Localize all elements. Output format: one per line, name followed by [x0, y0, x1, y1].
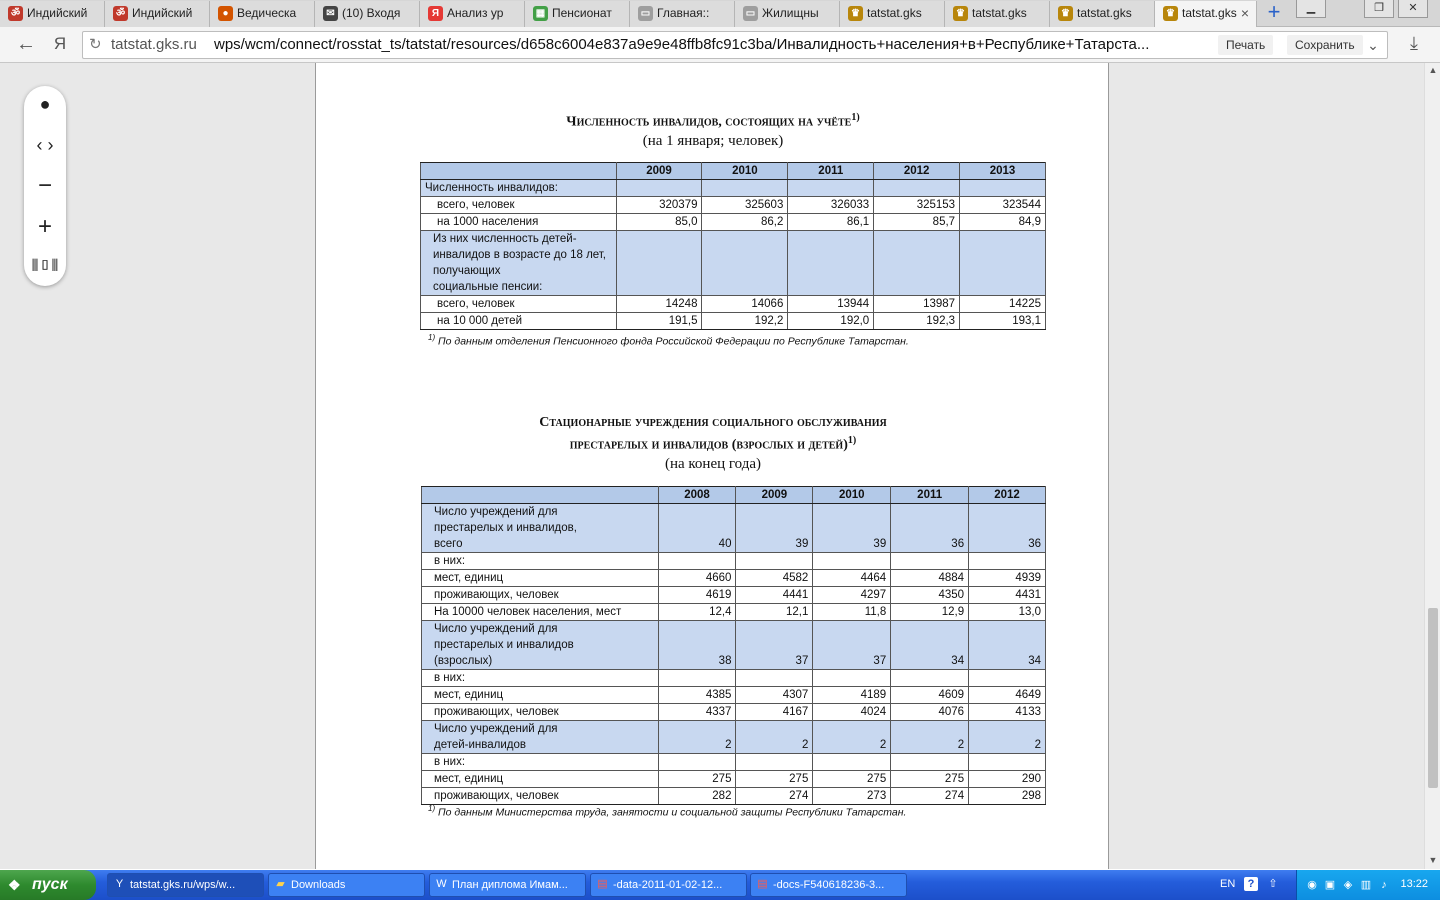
table-row [421, 180, 1046, 197]
year-header: 2011 [788, 163, 874, 180]
om-icon: ॐ [8, 6, 23, 21]
table2-subtitle: (на конец года) [664, 455, 762, 472]
row-label-line: Число учреждений для [434, 506, 558, 518]
taskbar-item[interactable] [750, 873, 907, 897]
table-cell [813, 670, 891, 687]
table-row [422, 788, 1046, 805]
tab-label: Индийский [132, 6, 193, 20]
table-cell: 34 [969, 621, 1046, 670]
tab-label: (10) Входя [342, 6, 401, 20]
fit-page-icon[interactable]: ⦀▯⦀ [31, 258, 59, 275]
table-cell: 40 [658, 504, 736, 553]
table2-footnote-sup: 1) [428, 804, 436, 813]
row-label-line: проживающих, человек [434, 790, 559, 802]
table-cell: 192,0 [788, 313, 874, 330]
year-header: 2012 [874, 163, 960, 180]
row-label-line: Из них численность детей- [433, 233, 577, 245]
tab-label: Ведическа [237, 6, 297, 20]
om-icon: ॐ [113, 6, 128, 21]
table-cell: 14225 [960, 296, 1046, 313]
row-label-line: детей-инвалидов [434, 739, 527, 751]
row-label [422, 604, 659, 621]
table-cell: 4464 [813, 570, 891, 587]
row-label [422, 553, 659, 570]
row-label-line: престарелых и инвалидов, [434, 522, 577, 534]
table-cell [736, 670, 813, 687]
table-row [422, 504, 1046, 553]
table-cell: 4307 [736, 687, 813, 704]
table-cell [658, 670, 736, 687]
emblem-icon: ♛ [1163, 6, 1178, 21]
row-label [422, 504, 659, 553]
table2-footnote [428, 804, 906, 819]
windows-flag-icon: ❖ [8, 877, 21, 893]
document-viewer [0, 63, 1424, 869]
table-cell: 325603 [702, 197, 788, 214]
table1-title-sup: 1) [851, 112, 860, 123]
browser-tab[interactable] [420, 1, 525, 27]
table-cell [788, 180, 874, 197]
minimize-button[interactable]: ▁ [1296, 0, 1326, 18]
table-cell: 4189 [813, 687, 891, 704]
row-label [422, 670, 659, 687]
url-path: wps/wcm/connect/rosstat_ts/tatstat/resources/d658c6004e837a9e9e48ffb8fc91c3ba/Инвалидность+населения+в+Республике+Татарста... [214, 36, 1150, 53]
help-icon[interactable]: ? [1244, 877, 1258, 891]
url-host: tatstat.gks.ru [111, 36, 197, 53]
tab-label: tatstat.gks [867, 6, 922, 20]
taskbar-item-label: -data-2011-01-02-12... [613, 879, 723, 891]
table-cell: 2 [658, 721, 736, 754]
row-label [422, 587, 659, 604]
yandex-icon: Я [428, 6, 443, 21]
table-cell: 84,9 [960, 214, 1046, 231]
table2-corner [422, 487, 659, 504]
taskbar-item-label: Downloads [291, 879, 346, 891]
system-tray [1296, 870, 1440, 900]
table-cell: 4884 [891, 570, 969, 587]
table-cell: 2 [891, 721, 969, 754]
new-tab-button[interactable]: + [1267, 0, 1281, 24]
table-cell: 37 [813, 621, 891, 670]
table-cell: 38 [658, 621, 736, 670]
map-icon: ▦ [533, 6, 548, 21]
table-cell [736, 754, 813, 771]
tab-label: tatstat.gks [1182, 6, 1237, 20]
tab-label: Индийский [27, 6, 88, 20]
year-header: 2008 [658, 487, 736, 504]
tab-strip [0, 0, 1440, 27]
table-cell: 4441 [736, 587, 813, 604]
row-label-line: на 10 000 детей [437, 315, 522, 327]
table-cell: 11,8 [813, 604, 891, 621]
table-row [422, 553, 1046, 570]
table-cell: 4431 [969, 587, 1046, 604]
download-icon[interactable]: ⤓ [1410, 33, 1418, 53]
row-label-line: в них: [434, 555, 466, 567]
table-cell: 4385 [658, 687, 736, 704]
table-cell: 282 [658, 788, 736, 805]
zoom-in-button[interactable]: + [37, 213, 52, 240]
row-label [422, 754, 659, 771]
table-cell: 86,2 [702, 214, 788, 231]
table-row [422, 604, 1046, 621]
table-cell: 2 [813, 721, 891, 754]
table-cell: 37 [736, 621, 813, 670]
table-row [421, 296, 1046, 313]
table-cell: 4076 [891, 704, 969, 721]
table-cell [616, 180, 702, 197]
row-label-line: проживающих, человек [434, 706, 559, 718]
row-label [421, 231, 617, 296]
row-label [422, 771, 659, 788]
print-button[interactable]: Печать [1218, 35, 1273, 55]
page-icon: ▭ [638, 6, 653, 21]
table-cell: 320379 [616, 197, 702, 214]
table-cell: 192,3 [874, 313, 960, 330]
row-label-line: всего, человек [437, 199, 515, 211]
signal-icon[interactable]: ▥ [1360, 879, 1372, 891]
table-cell [702, 231, 788, 296]
table-cell: 36 [891, 504, 969, 553]
row-label [421, 296, 617, 313]
table-cell: 191,5 [616, 313, 702, 330]
row-label [422, 621, 659, 670]
row-label-line: всего, человек [437, 298, 515, 310]
table1-footnote-text: По данным отделения Пенсионного фонда Российской Федерации по Республике Татарстан. [438, 335, 909, 348]
table-row [422, 721, 1046, 754]
table-row [422, 670, 1046, 687]
table-cell: 275 [891, 771, 969, 788]
table2-title-line1: Стационарные учреждения социального обслуживания [539, 415, 887, 430]
row-label-line: на 1000 населения [437, 216, 539, 228]
scroll-down-arrow[interactable]: ▼ [1428, 855, 1438, 865]
table-cell: 4619 [658, 587, 736, 604]
row-label-line: Число учреждений для [434, 623, 558, 635]
table-cell [702, 180, 788, 197]
word-doc-icon: W [436, 878, 447, 890]
maximize-button[interactable]: ❐ [1364, 0, 1394, 18]
browser-tab[interactable] [630, 1, 735, 27]
table-cell [736, 553, 813, 570]
language-indicator[interactable]: EN [1220, 878, 1236, 890]
address-bar [0, 27, 1440, 63]
table-cell: 275 [736, 771, 813, 788]
table-cell: 86,1 [788, 214, 874, 231]
table-cell: 4582 [736, 570, 813, 587]
table-cell: 273 [813, 788, 891, 805]
viewer-toolbar [24, 86, 66, 286]
table-cell: 4350 [891, 587, 969, 604]
taskbar-item[interactable] [107, 873, 264, 897]
table1-subtitle: (на 1 января; человек) [642, 132, 784, 149]
table-cell [658, 553, 736, 570]
table1-footnote-sup: 1) [428, 333, 436, 342]
table-cell [969, 553, 1046, 570]
browser-tab[interactable] [315, 1, 420, 27]
year-header: 2013 [960, 163, 1046, 180]
save-button[interactable]: Сохранить [1287, 35, 1363, 55]
table-cell: 39 [736, 504, 813, 553]
table-row [422, 704, 1046, 721]
table-cell: 85,7 [874, 214, 960, 231]
emblem-icon: ♛ [1058, 6, 1073, 21]
taskbar [0, 870, 1440, 900]
dot-icon[interactable]: ● [39, 94, 51, 114]
tab-label: Пенсионат [552, 6, 612, 20]
table-cell: 4024 [813, 704, 891, 721]
row-label [421, 180, 617, 197]
table-cell: 326033 [788, 197, 874, 214]
pdf-icon: ▤ [597, 878, 608, 890]
table-cell: 13987 [874, 296, 960, 313]
taskbar-item[interactable] [429, 873, 586, 897]
scroll-thumb[interactable] [1428, 608, 1438, 788]
row-label [422, 570, 659, 587]
year-header: 2012 [969, 487, 1046, 504]
table1-corner [421, 163, 617, 180]
browser-tab[interactable] [1155, 1, 1257, 28]
row-label-line: мест, единиц [434, 572, 504, 584]
back-button[interactable]: ← [16, 33, 36, 55]
table-cell [658, 754, 736, 771]
vertical-scrollbar[interactable] [1424, 63, 1440, 869]
table-row [422, 687, 1046, 704]
row-label-line: в них: [434, 756, 466, 768]
row-label-line: в них: [434, 672, 466, 684]
scroll-up-arrow[interactable]: ▲ [1428, 65, 1438, 75]
table2-header-row [422, 487, 1046, 504]
table-row [422, 621, 1046, 670]
year-header: 2010 [813, 487, 891, 504]
table-cell: 4167 [736, 704, 813, 721]
volume-icon[interactable]: ♪ [1381, 879, 1387, 891]
table1-footnote [428, 333, 909, 348]
table-cell: 4660 [658, 570, 736, 587]
table-cell: 298 [969, 788, 1046, 805]
table-cell: 85,0 [616, 214, 702, 231]
table-cell [891, 553, 969, 570]
table-row [421, 313, 1046, 330]
row-label-line: всего [434, 538, 463, 550]
tray-expand-icon[interactable]: ⇧ [1268, 878, 1278, 890]
network-icon[interactable]: ▣ [1324, 879, 1336, 891]
row-label [421, 197, 617, 214]
taskbar-item[interactable] [268, 873, 425, 897]
table-cell: 13,0 [969, 604, 1046, 621]
emblem-icon: ♛ [953, 6, 968, 21]
table-cell [960, 180, 1046, 197]
table-cell: 193,1 [960, 313, 1046, 330]
browser-tab[interactable] [840, 1, 945, 27]
table-cell: 4297 [813, 587, 891, 604]
table-cell [969, 754, 1046, 771]
row-label-line: Число учреждений для [434, 723, 558, 735]
tab-label: Жилищны [762, 6, 819, 20]
tab-label: tatstat.gks [972, 6, 1027, 20]
table-row [421, 197, 1046, 214]
table-cell: 290 [969, 771, 1046, 788]
row-label [421, 214, 617, 231]
year-header: 2011 [891, 487, 969, 504]
social-institutions-table [421, 486, 1046, 805]
table-row [422, 771, 1046, 788]
table-cell [874, 231, 960, 296]
browser-tab[interactable] [1050, 1, 1155, 27]
tab-label: Анализ ур [447, 6, 504, 20]
table-cell: 192,2 [702, 313, 788, 330]
table-row [422, 587, 1046, 604]
row-label [422, 704, 659, 721]
browser-tab[interactable] [945, 1, 1050, 27]
table-cell [969, 670, 1046, 687]
row-label [422, 687, 659, 704]
row-label-line: получающих [433, 265, 501, 277]
table-cell: 12,9 [891, 604, 969, 621]
row-label-line: На 10000 человек населения, мест [434, 606, 622, 618]
close-window-button[interactable]: ✕ [1398, 0, 1428, 18]
table-cell: 2 [736, 721, 813, 754]
browser-tab[interactable] [210, 1, 315, 27]
yandex-browser-icon: Y [115, 878, 124, 890]
table-cell: 39 [813, 504, 891, 553]
table-cell: 325153 [874, 197, 960, 214]
vedic-icon: ● [218, 6, 233, 21]
row-label [422, 788, 659, 805]
browser-tab[interactable] [525, 1, 630, 27]
table-cell [891, 754, 969, 771]
start-label: пуск [32, 876, 68, 893]
document-page [315, 63, 1109, 869]
year-header: 2010 [702, 163, 788, 180]
table-cell: 275 [658, 771, 736, 788]
browser-tab[interactable] [0, 1, 105, 27]
table1-title-block [316, 109, 1110, 151]
row-label-line: мест, единиц [434, 689, 504, 701]
year-header: 2009 [736, 487, 813, 504]
row-label-line: инвалидов в возрасте до 18 лет, [433, 249, 606, 261]
table-cell: 14248 [616, 296, 702, 313]
year-header: 2009 [616, 163, 702, 180]
browser-tab[interactable] [105, 1, 210, 27]
row-label-line: социальные пенсии: [433, 281, 543, 293]
taskbar-item[interactable] [590, 873, 747, 897]
taskbar-item-label: tatstat.gks.ru/wps/w... [130, 879, 236, 891]
table2-title-block [316, 414, 1110, 474]
antivirus-icon[interactable]: ◉ [1307, 879, 1317, 891]
table-cell: 12,4 [658, 604, 736, 621]
table-row [422, 570, 1046, 587]
table2-footnote-text: По данным Министерства труда, занятости и социальной защиты Республики Татарстан. [438, 806, 907, 819]
table-cell [891, 670, 969, 687]
row-label-line: проживающих, человек [434, 589, 559, 601]
row-label-line: Численность инвалидов: [425, 182, 558, 194]
yandex-logo-icon[interactable]: Я [53, 34, 67, 53]
table-cell [960, 231, 1046, 296]
table-cell: 2 [969, 721, 1046, 754]
table2-title-sup: 1) [847, 435, 857, 446]
table-cell: 4649 [969, 687, 1046, 704]
table-cell [813, 553, 891, 570]
row-label-line: престарелых и инвалидов [434, 639, 574, 651]
shield-icon[interactable]: ◈ [1343, 879, 1353, 891]
table-row [421, 231, 1046, 296]
emblem-icon: ♛ [848, 6, 863, 21]
tab-label: tatstat.gks [1077, 6, 1132, 20]
table-cell [788, 231, 874, 296]
table-cell: 14066 [702, 296, 788, 313]
table-cell: 36 [969, 504, 1046, 553]
close-tab-icon[interactable]: × [1240, 5, 1249, 21]
zoom-out-button[interactable]: − [37, 172, 52, 199]
table-cell: 275 [813, 771, 891, 788]
table-cell: 274 [736, 788, 813, 805]
clock: 13:22 [1400, 878, 1428, 890]
taskbar-item-label: -docs-F540618236-3... [773, 879, 885, 891]
tab-label: Главная:: [657, 6, 710, 20]
table-cell: 274 [891, 788, 969, 805]
row-label-line: (взрослых) [434, 655, 493, 667]
table-cell: 4939 [969, 570, 1046, 587]
table-cell [874, 180, 960, 197]
table-cell: 4609 [891, 687, 969, 704]
taskbar-item-label: План диплома Имам... [452, 879, 568, 891]
table-row [422, 754, 1046, 771]
url-field[interactable] [82, 31, 1388, 59]
row-label [421, 313, 617, 330]
mail-icon: ✉ [323, 6, 338, 21]
table-cell: 13944 [788, 296, 874, 313]
chevron-down-icon[interactable]: ⌄ [1367, 37, 1379, 53]
table-cell: 12,1 [736, 604, 813, 621]
table-cell: 4337 [658, 704, 736, 721]
pdf-icon: ▤ [757, 878, 768, 890]
row-label [422, 721, 659, 754]
start-button[interactable] [0, 870, 96, 900]
disabled-persons-table [420, 162, 1046, 330]
table1-title: Численность инвалидов, состоящих на учёте [566, 114, 852, 130]
row-label-line: мест, единиц [434, 773, 504, 785]
folder-icon: ▰ [276, 878, 285, 890]
table-cell: 4133 [969, 704, 1046, 721]
page-nav-icon[interactable]: ‹ › [36, 135, 54, 155]
table-cell: 323544 [960, 197, 1046, 214]
reload-icon[interactable]: ↻ [89, 36, 102, 53]
table-cell: 34 [891, 621, 969, 670]
table2-title-line2: престарелых и инвалидов (взрослых и детей) [569, 437, 848, 453]
table-row [421, 214, 1046, 231]
browser-tab[interactable] [735, 1, 840, 27]
table-cell [813, 754, 891, 771]
page-icon: ▭ [743, 6, 758, 21]
table-cell [616, 231, 702, 296]
table1-header-row [421, 163, 1046, 180]
